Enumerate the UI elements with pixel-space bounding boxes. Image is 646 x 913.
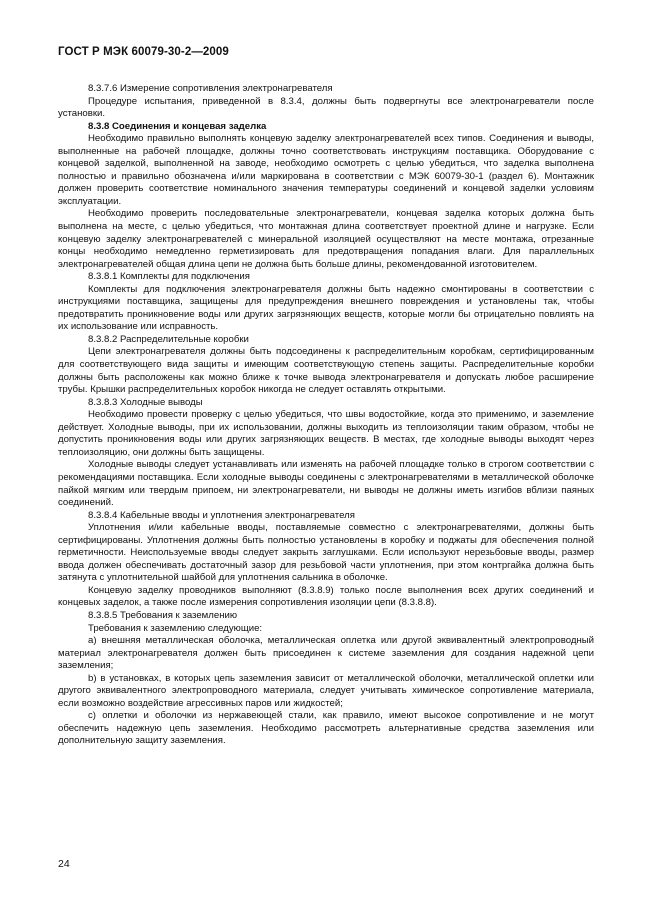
paragraph: c) оплетки и оболочки из нержавеющей стали, как правило, имеют высокое сопротивление и не могут обеспечить надежную цепь заземления. Необходимо рассмотреть альтернативные средства заземления или дополнительную защиту заземления. bbox=[58, 710, 594, 747]
paragraph: Необходимо провести проверку с целью убедиться, что швы водостойкие, когда это применимо, и заземление действует. Холодные выводы, при их использовании, должны выходить из теплоизоляции таким образом, чтобы не допустить проникновения воды или других загрязняющих веществ. В местах, где холодные выводы выходят через теплоизоляцию, они должны быть защищены. bbox=[58, 409, 594, 458]
document-body bbox=[58, 83, 594, 748]
paragraph: Требования к заземлению следующие: bbox=[88, 622, 263, 634]
paragraph: Холодные выводы следует устанавливать или изменять на рабочей площадке только в строгом соответствии с рекомендациями поставщика. Если холодные выводы соединены с электронагревателями в металлической оболочке пайкой мягким или твердым припоем, ни электронагреватели, ни выводы не должны иметь изгибов вблизи паяных соединений. bbox=[58, 459, 594, 509]
paragraph: 8.3.7.6 Измерение сопротивления электронагревателя bbox=[88, 83, 333, 94]
paragraph: 8.3.8.3 Холодные выводы bbox=[88, 396, 203, 408]
section-heading: 8.3.8 Соединения и концевая заделка bbox=[88, 120, 267, 132]
paragraph: 8.3.8.2 Распределительные коробки bbox=[88, 333, 249, 345]
page-number: 24 bbox=[58, 858, 70, 870]
paragraph: Необходимо проверить последовательные электронагреватели, концевая заделка которых должна быть выполнена на месте, с целью убедиться, что монтажная длина соответствует проектной длине и нагрузке. Если концевую заделку электронагревателей с минеральной изоляцией осуществляют на месте монтажа, отрезанные концы необходимо немедленно герметизировать для предотвращения попадания влаги. Для параллельных электронагревателей общая длина цепи не должна быть больше длины, рекомендованной изготовителем. bbox=[58, 208, 594, 270]
paragraph: а) внешняя металлическая оболочка, металлическая оплетка или другой эквивалентный электропроводный материал электронагревателя должен быть присоединен к системе заземления для создания надежной цепи заземления; bbox=[58, 635, 594, 672]
paragraph: 8.3.8.1 Комплекты для подключения bbox=[88, 271, 250, 283]
paragraph: Необходимо правильно выполнять концевую заделку электронагревателей всех типов. Соединения и выводы, выполненные на рабочей площадке, должны точно соответствовать инструкциям поставщика. Оборудование с концевой заделкой, выполненной на заводе, необходимо осмотреть с целью убедиться, что заделка выполнена полностью и правильно обозначена и/или маркирована в соответствии с МЭК 60079-30-1 (раздел 6). Монтажник должен проверить соответствие номинального значения температуры соединений и концевой заделки условиям эксплуатации. bbox=[58, 133, 594, 207]
paragraph: Концевую заделку проводников выполняют (8.3.8.9) только после выполнения всех других соединений и концевых заделок, а также после измерения сопротивления изоляции цепи (8.3.8.8). bbox=[58, 584, 594, 609]
paragraph: b) в установках, в которых цепь заземления зависит от металлической оболочки, металлической оплетки или другого эквивалентного электропроводного материала, следует учитывать химическое сопротивление материала, если возможно воздействие агрессивных паров или жидкостей; bbox=[58, 672, 594, 709]
paragraph: 8.3.8.5 Требования к заземлению bbox=[88, 609, 238, 621]
paragraph: Комплекты для подключения электронагревателя должны быть надежно смонтированы в соответствии с инструкциями поставщика, защищены для предупреждения внешнего повреждения и установлены так, чтобы предотвратить проникновение воды или других загрязняющих веществ, которые могли бы отрицательно повлиять на их использование или исправность. bbox=[58, 283, 594, 333]
document-header: ГОСТ Р МЭК 60079-30-2—2009 bbox=[58, 46, 229, 58]
paragraph: 8.3.8.4 Кабельные вводы и уплотнения электронагревателя bbox=[88, 509, 355, 521]
paragraph: Процедуре испытания, приведенной в 8.3.4, должны быть подвергнуты все электронагреватели после установки. bbox=[58, 95, 594, 120]
paragraph: Цепи электронагревателя должны быть подсоединены к распределительным коробкам, сертифицированным для соответствующего вида защиты и имеющим соответствующую степень защиты. Распределительные коробки должны быть расположены как можно ближе к точке вывода электронагревателя и допускать любое расширение трубы. Крышки распределительных коробок никогда не следует оставлять открытыми. bbox=[58, 346, 594, 396]
paragraph: Уплотнения и/или кабельные вводы, поставляемые совместно с электронагревателями, должны быть сертифицированы. Уплотнения должны быть полностью установлены в коробку и поджаты для обеспечения полной герметичности. Неиспользуемые вводы следует закрыть заглушками. Если используют нерезьбовые вводы, размер ввода должен обеспечивать достаточный зазор для резьбовой части уплотнения, при этом контргайка должна быть затянута с уплотнительной шайбой для уплотнения сальника в оболочке. bbox=[58, 522, 594, 584]
